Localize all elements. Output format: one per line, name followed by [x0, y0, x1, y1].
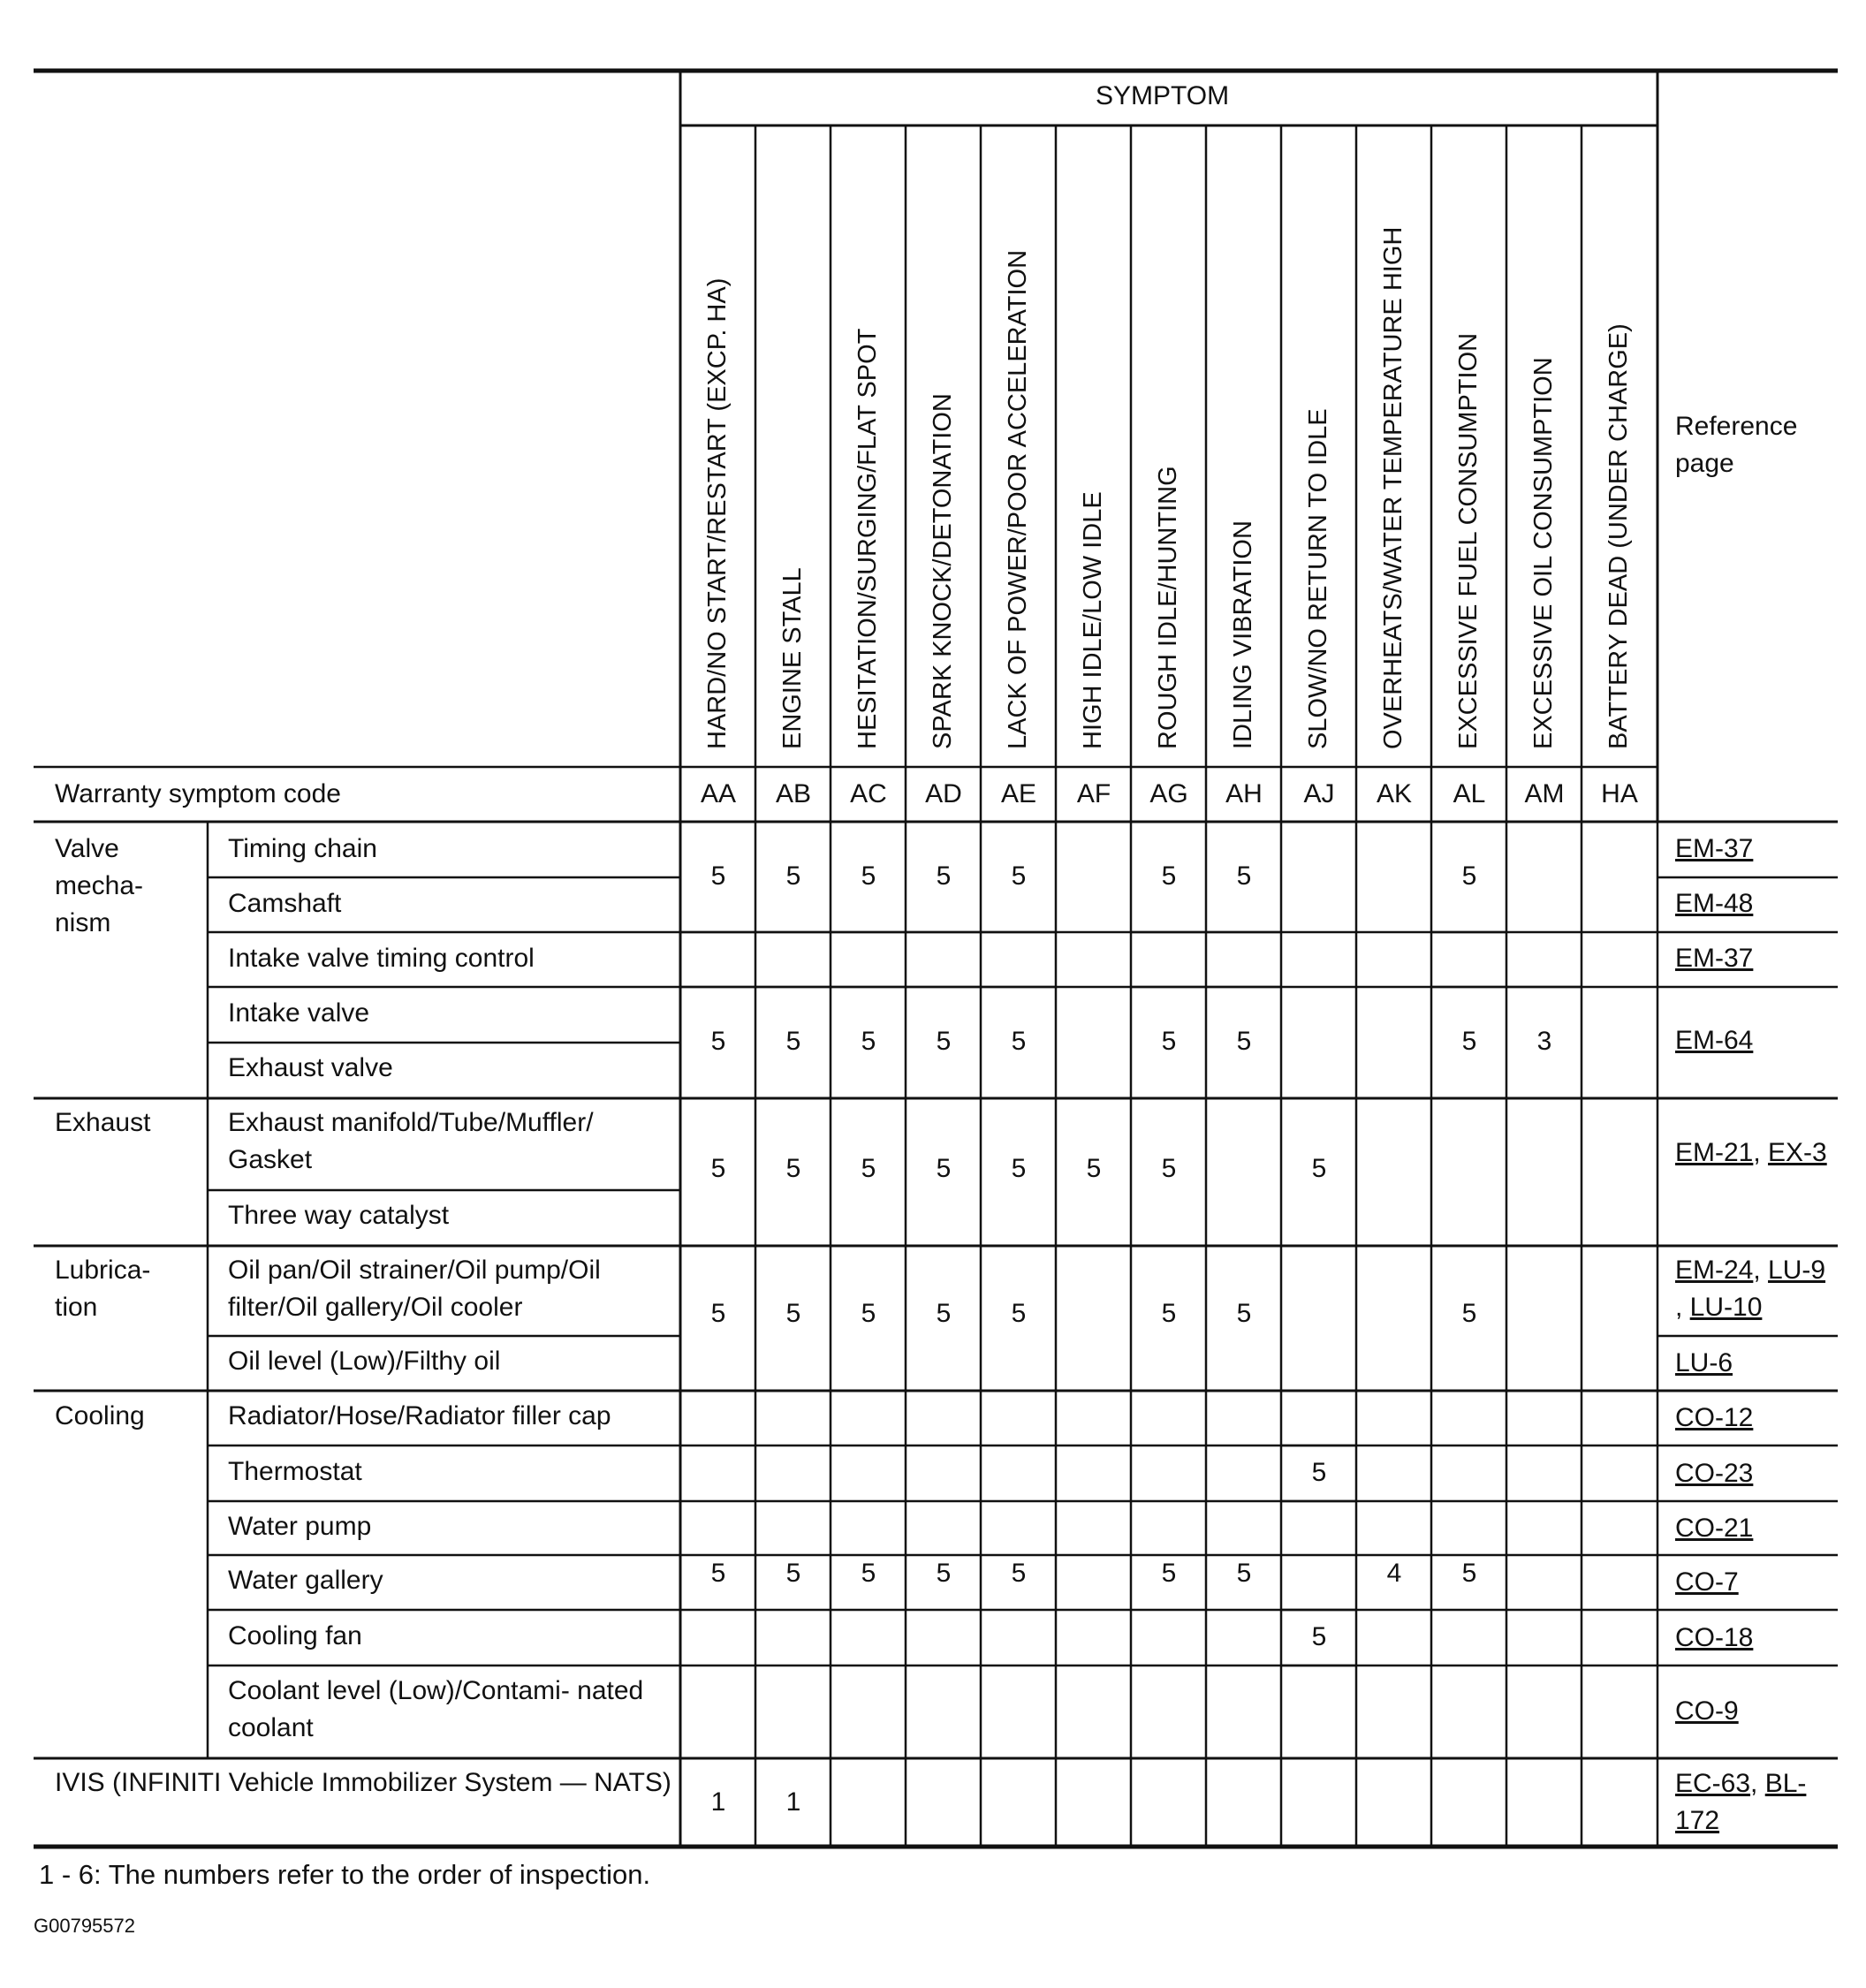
symptom-label-ag: ROUGH IDLE/HUNTING — [1154, 466, 1182, 749]
value-cell: 5 — [1461, 1027, 1477, 1056]
value-cell: 5 — [1236, 861, 1252, 891]
code-ag: AG — [1149, 779, 1188, 808]
value-cell: 5 — [785, 861, 801, 891]
ref-link[interactable] — [1675, 1400, 1753, 1437]
ref-link[interactable] — [1675, 1455, 1753, 1492]
value-cell: 5 — [710, 1299, 726, 1328]
code-ae: AE — [1000, 779, 1037, 808]
ref-em37[interactable]: EM-37 — [1675, 944, 1754, 973]
value-cell: 5 — [785, 1299, 801, 1328]
ref-em48[interactable]: EM-48 — [1675, 889, 1754, 918]
ref-co18[interactable]: CO-18 — [1675, 1623, 1754, 1652]
group-cooling: Cooling — [55, 1401, 145, 1430]
item-exhaust-manifold: Exhaust manifold/Tube/Muffler/ Gasket — [228, 1108, 594, 1174]
value-cell: 5 — [1461, 1299, 1477, 1328]
item-timing-chain: Timing chain — [228, 834, 377, 863]
value-cell: 5 — [861, 1299, 876, 1328]
symptom-label-ae: LACK OF POWER/POOR ACCELERATION — [1004, 249, 1032, 749]
item-three-way-catalyst: Three way catalyst — [228, 1201, 450, 1230]
item-camshaft: Camshaft — [228, 889, 342, 918]
value-cell: 5 — [936, 1027, 952, 1056]
ref-bl172[interactable]: BL-172 — [1675, 1769, 1807, 1835]
code-ad: AD — [925, 779, 962, 808]
ref-co9[interactable]: CO-9 — [1675, 1696, 1739, 1726]
code-al: AL — [1453, 779, 1486, 808]
ref-link[interactable] — [1675, 1564, 1739, 1601]
value-cell: 5 — [1086, 1154, 1102, 1183]
value-cell: 5 — [1311, 1622, 1327, 1651]
value-cell: 5 — [710, 1559, 726, 1588]
code-af: AF — [1076, 779, 1111, 808]
group-ivis: IVIS (INFINITI Vehicle Immobilizer System — NATS) — [55, 1768, 671, 1797]
group-exhaust: Exhaust — [55, 1108, 151, 1137]
ref-link[interactable]: EM-24, LU-9 , LU-10 — [1675, 1256, 1826, 1322]
code-am: AM — [1524, 779, 1565, 808]
ref-link[interactable] — [1675, 1510, 1753, 1547]
group-valve-mechanism: Valve mecha- nism — [55, 834, 144, 937]
item-exhaust-valve: Exhaust valve — [228, 1053, 393, 1082]
ref-co21[interactable]: CO-21 — [1675, 1514, 1754, 1543]
code-ha: HA — [1601, 779, 1638, 808]
value-cell: 1 — [710, 1787, 726, 1817]
value-cell: 5 — [1311, 1458, 1327, 1487]
value-cell: 5 — [710, 861, 726, 891]
symptom-label-af: HIGH IDLE/LOW IDLE — [1079, 491, 1107, 749]
value-cell: 5 — [1311, 1154, 1327, 1183]
ref-link[interactable]: EM-21, EX-3 — [1675, 1138, 1827, 1167]
ref-link[interactable] — [1675, 1345, 1733, 1382]
value-cell: 5 — [936, 1299, 952, 1328]
value-cell: 5 — [710, 1027, 726, 1056]
ref-co23[interactable]: CO-23 — [1675, 1459, 1754, 1488]
ref-lu6[interactable]: LU-6 — [1675, 1348, 1733, 1377]
code-ah: AH — [1225, 779, 1263, 808]
ref-link[interactable] — [1675, 1022, 1753, 1059]
symptom-label-ah: IDLING VIBRATION — [1229, 520, 1257, 749]
value-cell: 5 — [861, 1027, 876, 1056]
symptom-label-aa: HARD/NO START/RESTART (EXCP. HA) — [703, 277, 732, 749]
value-cell: 4 — [1386, 1559, 1402, 1588]
symptom-label-ha: BATTERY DEAD (UNDER CHARGE) — [1604, 323, 1633, 749]
ref-em64[interactable]: EM-64 — [1675, 1026, 1754, 1055]
value-cell: 5 — [936, 861, 952, 891]
item-water-pump: Water pump — [228, 1512, 372, 1541]
item-oil-level: Oil level (Low)/Filthy oil — [228, 1347, 501, 1376]
ref-ec63[interactable]: EC-63 — [1675, 1769, 1751, 1798]
value-cell: 5 — [1236, 1559, 1252, 1588]
ref-link[interactable] — [1675, 1620, 1753, 1657]
value-cell: 5 — [710, 1154, 726, 1183]
code-ak: AK — [1376, 779, 1413, 808]
ref-co12[interactable]: CO-12 — [1675, 1403, 1754, 1432]
value-cell: 5 — [785, 1154, 801, 1183]
value-cell: 5 — [1236, 1299, 1252, 1328]
value-cell: 5 — [1011, 1299, 1027, 1328]
code-ab: AB — [775, 779, 812, 808]
ref-link[interactable] — [1675, 831, 1753, 868]
symptom-label-ad: SPARK KNOCK/DETONATION — [929, 393, 957, 749]
value-cell: 5 — [785, 1027, 801, 1056]
ref-em37[interactable]: EM-37 — [1675, 834, 1754, 863]
value-cell: 5 — [1161, 1299, 1177, 1328]
value-cell: 1 — [785, 1787, 801, 1817]
value-cell: 5 — [861, 1559, 876, 1588]
footnote: 1 - 6: The numbers refer to the order of inspection. — [39, 1859, 651, 1890]
value-cell: 5 — [1161, 1154, 1177, 1183]
value-cell: 5 — [861, 861, 876, 891]
warranty-code-label: Warranty symptom code — [55, 779, 341, 808]
symptom-label-am: EXCESSIVE OIL CONSUMPTION — [1529, 357, 1558, 749]
value-cell: 5 — [1161, 861, 1177, 891]
value-cell: 5 — [1011, 861, 1027, 891]
reference-page-header: Reference page — [1675, 412, 1798, 478]
value-cell: 5 — [1461, 1559, 1477, 1588]
value-cell: 5 — [1236, 1027, 1252, 1056]
value-cell: 5 — [1161, 1559, 1177, 1588]
ref-link[interactable]: EC-63, BL-172 — [1675, 1769, 1807, 1835]
code-ac: AC — [850, 779, 887, 808]
symptom-label-ac: HESITATION/SURGING/FLAT SPOT — [853, 328, 882, 749]
value-cell: 5 — [936, 1559, 952, 1588]
item-thermostat: Thermostat — [228, 1457, 362, 1486]
symptom-label-al: EXCESSIVE FUEL CONSUMPTION — [1454, 332, 1483, 749]
value-cell: 3 — [1536, 1027, 1552, 1056]
item-coolant-level: Coolant level (Low)/Contami- nated coolant — [228, 1676, 644, 1742]
ref-lu10[interactable]: LU-10 — [1689, 1293, 1763, 1322]
ref-link[interactable] — [1675, 1693, 1739, 1730]
value-cell: 5 — [1011, 1154, 1027, 1183]
symptom-header: SYMPTOM — [1096, 81, 1230, 110]
value-cell: 5 — [1011, 1559, 1027, 1588]
symptom-label-ak: OVERHEATS/WATER TEMPERATURE HIGH — [1379, 226, 1407, 749]
symptom-label-ab: ENGINE STALL — [778, 567, 807, 749]
ref-lu9[interactable]: LU-9 — [1768, 1256, 1826, 1285]
ref-link[interactable] — [1675, 885, 1753, 922]
code-aj: AJ — [1303, 779, 1335, 808]
value-cell: 5 — [936, 1154, 952, 1183]
item-intake-valve: Intake valve — [228, 998, 370, 1028]
item-intake-valve-timing: Intake valve timing control — [228, 944, 535, 973]
ref-co7[interactable]: CO-7 — [1675, 1567, 1739, 1597]
item-water-gallery: Water gallery — [228, 1566, 383, 1595]
value-cell: 5 — [861, 1154, 876, 1183]
code-aa: AA — [700, 779, 737, 808]
image-id: G00795572 — [34, 1915, 135, 1937]
value-cell: 5 — [1461, 861, 1477, 891]
item-oil-pan: Oil pan/Oil strainer/Oil pump/Oil filter/Oil gallery/Oil cooler — [228, 1256, 601, 1322]
value-cell: 5 — [1011, 1027, 1027, 1056]
group-lubrication: Lubrica- tion — [55, 1256, 151, 1322]
value-cell: 5 — [785, 1559, 801, 1588]
item-cooling-fan: Cooling fan — [228, 1621, 362, 1650]
value-cell: 5 — [1161, 1027, 1177, 1056]
ref-ex3[interactable]: EX-3 — [1768, 1138, 1827, 1167]
symptom-label-aj: SLOW/NO RETURN TO IDLE — [1304, 408, 1332, 749]
ref-em24[interactable]: EM-24 — [1675, 1256, 1754, 1285]
ref-link[interactable] — [1675, 940, 1753, 977]
item-radiator: Radiator/Hose/Radiator filler cap — [228, 1401, 611, 1430]
ref-em21[interactable]: EM-21 — [1675, 1138, 1754, 1167]
